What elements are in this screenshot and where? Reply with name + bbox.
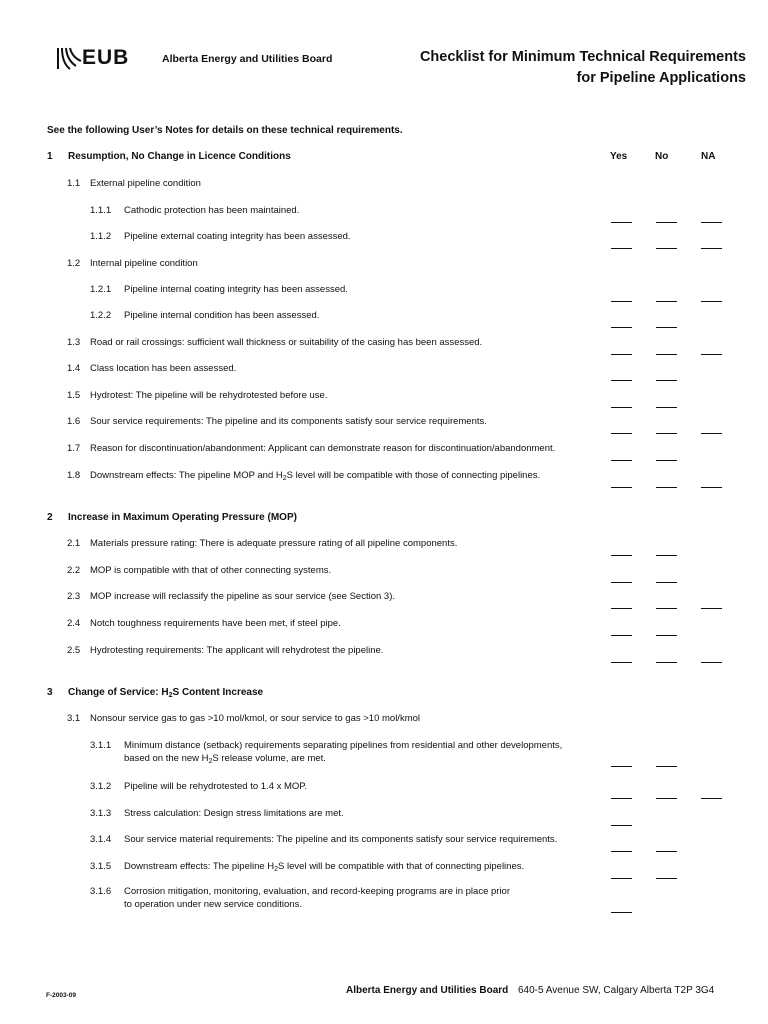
answer-blank-yes[interactable] [611,407,632,408]
answer-blank-no[interactable] [656,878,677,879]
answer-blank-yes[interactable] [611,635,632,636]
item-text: Corrosion mitigation, monitoring, evaluation, and record-keeping programs are in place prior [124,886,511,897]
item-text: Class location has been assessed. [90,363,237,374]
answer-blank-no[interactable] [656,354,677,355]
item-text: MOP increase will reclassify the pipeline as sour service (see Section 3). [90,591,396,602]
answer-blank-no[interactable] [656,851,677,852]
answer-blank-no[interactable] [656,248,677,249]
answer-blank-yes[interactable] [611,662,632,663]
answer-blank-yes[interactable] [611,433,632,434]
answer-blank-yes[interactable] [611,766,632,767]
item-number: 3 [47,687,53,698]
item-number: 3.1.1 [90,740,112,751]
answer-blank-yes[interactable] [611,912,632,913]
item-number: 3.1.3 [90,808,112,819]
answer-blank-yes[interactable] [611,487,632,488]
item-text: Notch toughness requirements have been met, if steel pipe. [90,618,341,629]
item-number: 3.1.2 [90,781,112,792]
answer-blank-no[interactable] [656,433,677,434]
answer-blank-yes[interactable] [611,851,632,852]
item-number: 3.1.6 [90,886,112,897]
item-number: 1.4 [67,363,81,374]
item-text: Road or rail crossings: sufficient wall thickness or suitability of the casing has been assessed. [90,337,483,348]
answer-blank-yes[interactable] [611,248,632,249]
item-number: 2.1 [67,538,81,549]
item-number: 1.7 [67,443,81,454]
item-number: 1.2.2 [90,310,112,321]
page-title-line-1: Checklist for Minimum Technical Requirements [419,49,746,65]
item-number: 1.5 [67,390,81,401]
item-number: 3.1 [67,713,81,724]
item-text: Resumption, No Change in Licence Conditions [68,151,291,162]
answer-blank-no[interactable] [656,222,677,223]
item-number: 1.2.1 [90,284,112,295]
answer-blank-no[interactable] [656,460,677,461]
footer-org-name: Alberta Energy and Utilities Board [346,985,509,996]
answer-blank-no[interactable] [656,407,677,408]
item-text: Internal pipeline condition [90,258,198,269]
answer-blank-na[interactable] [701,222,722,223]
answer-blank-no[interactable] [656,327,677,328]
answer-blank-yes[interactable] [611,327,632,328]
answer-blank-yes[interactable] [611,798,632,799]
answer-blank-no[interactable] [656,766,677,767]
answer-blank-na[interactable] [701,301,722,302]
item-text: Hydrotesting requirements: The applicant will rehydrotest the pipeline. [90,645,384,656]
answer-blank-no[interactable] [656,582,677,583]
answer-blank-no[interactable] [656,635,677,636]
item-number: 1.1 [67,178,81,189]
answer-blank-no[interactable] [656,487,677,488]
answer-blank-no[interactable] [656,798,677,799]
item-text: Sour service requirements: The pipeline and its components satisfy sour service requirements. [90,416,487,427]
item-number: 1 [47,151,53,162]
item-number: 1.3 [67,337,81,348]
column-header-na: NA [701,151,716,162]
item-text-continued: based on the new $H_2S$ release volume, are met. [124,753,326,765]
item-text-continued: to operation under new service conditions. [124,899,302,910]
item-text: Pipeline external coating integrity has been assessed. [124,231,351,242]
item-text: Pipeline will be rehydrotested to 1.4 x MOP. [124,781,308,792]
item-text: Hydrotest: The pipeline will be rehydrotested before use. [90,390,328,401]
answer-blank-no[interactable] [656,608,677,609]
item-text: Stress calculation: Design stress limitations are met. [124,808,344,819]
answer-blank-yes[interactable] [611,555,632,556]
item-text: Sour service material requirements: The pipeline and its components satisfy sour service requirements. [124,834,558,845]
item-number: 1.6 [67,416,81,427]
answer-blank-na[interactable] [701,662,722,663]
footer-address: 640-5 Avenue SW, Calgary Alberta T2P 3G4 [518,985,715,996]
item-text: Downstream effects: The pipeline $H_2S$ level will be compatible with that of connecting pipelines. [124,861,525,873]
item-text: Nonsour service gas to gas >10 mol/kmol, or sour service to gas >10 mol/kmol [90,713,421,724]
answer-blank-no[interactable] [656,301,677,302]
answer-blank-na[interactable] [701,608,722,609]
item-text: Downstream effects: The pipeline MOP and $H_2S$ level will be compatible with those of connecting pipelines. [90,470,541,482]
column-header-no: No [655,151,669,162]
item-number: 3.1.4 [90,834,112,845]
item-number: 2.3 [67,591,81,602]
eub-logo-text: EUB [82,46,130,69]
page-title-line-2: for Pipeline Applications [576,70,746,86]
answer-blank-no[interactable] [656,380,677,381]
answer-blank-yes[interactable] [611,825,632,826]
answer-blank-yes[interactable] [611,878,632,879]
eub-logo-mark-icon [56,45,82,72]
answer-blank-yes[interactable] [611,222,632,223]
answer-blank-na[interactable] [701,487,722,488]
item-number: 2.4 [67,618,81,629]
item-text: Pipeline internal coating integrity has been assessed. [124,284,348,295]
intro-note: See the following User’s Notes for details on these technical requirements. [47,125,403,136]
header-org-name: Alberta Energy and Utilities Board [162,53,333,65]
item-number: 1.2 [67,258,81,269]
item-number: 1.8 [67,470,81,481]
item-text: Reason for discontinuation/abandonment: Applicant can demonstrate reason for discontinuation/abandonment. [90,443,556,454]
item-text: Cathodic protection has been maintained. [124,205,300,216]
answer-blank-na[interactable] [701,354,722,355]
form-id: F-2003-09 [46,992,76,999]
column-header-yes: Yes [610,151,628,162]
answer-blank-na[interactable] [701,248,722,249]
answer-blank-yes[interactable] [611,460,632,461]
item-text: Materials pressure rating: There is adequate pressure rating of all pipeline components. [90,538,458,549]
answer-blank-yes[interactable] [611,582,632,583]
item-text: Increase in Maximum Operating Pressure (MOP) [68,512,297,523]
answer-blank-yes[interactable] [611,608,632,609]
item-number: 2.2 [67,565,81,576]
answer-blank-no[interactable] [656,555,677,556]
item-text: Minimum distance (setback) requirements separating pipelines from residential and other developments, [124,740,563,751]
item-text: Pipeline internal condition has been assessed. [124,310,320,321]
answer-blank-yes[interactable] [611,380,632,381]
item-text: MOP is compatible with that of other connecting systems. [90,565,332,576]
item-number: 2.5 [67,645,81,656]
item-number: 1.1.1 [90,205,112,216]
answer-blank-na[interactable] [701,433,722,434]
item-number: 3.1.5 [90,861,112,872]
item-number: 2 [47,512,53,523]
item-text: Change of Service: $H_2S$ Content Increase [68,687,264,699]
answer-blank-yes[interactable] [611,301,632,302]
item-number: 1.1.2 [90,231,112,242]
answer-blank-na[interactable] [701,798,722,799]
answer-blank-yes[interactable] [611,354,632,355]
item-text: External pipeline condition [90,178,201,189]
answer-blank-no[interactable] [656,662,677,663]
